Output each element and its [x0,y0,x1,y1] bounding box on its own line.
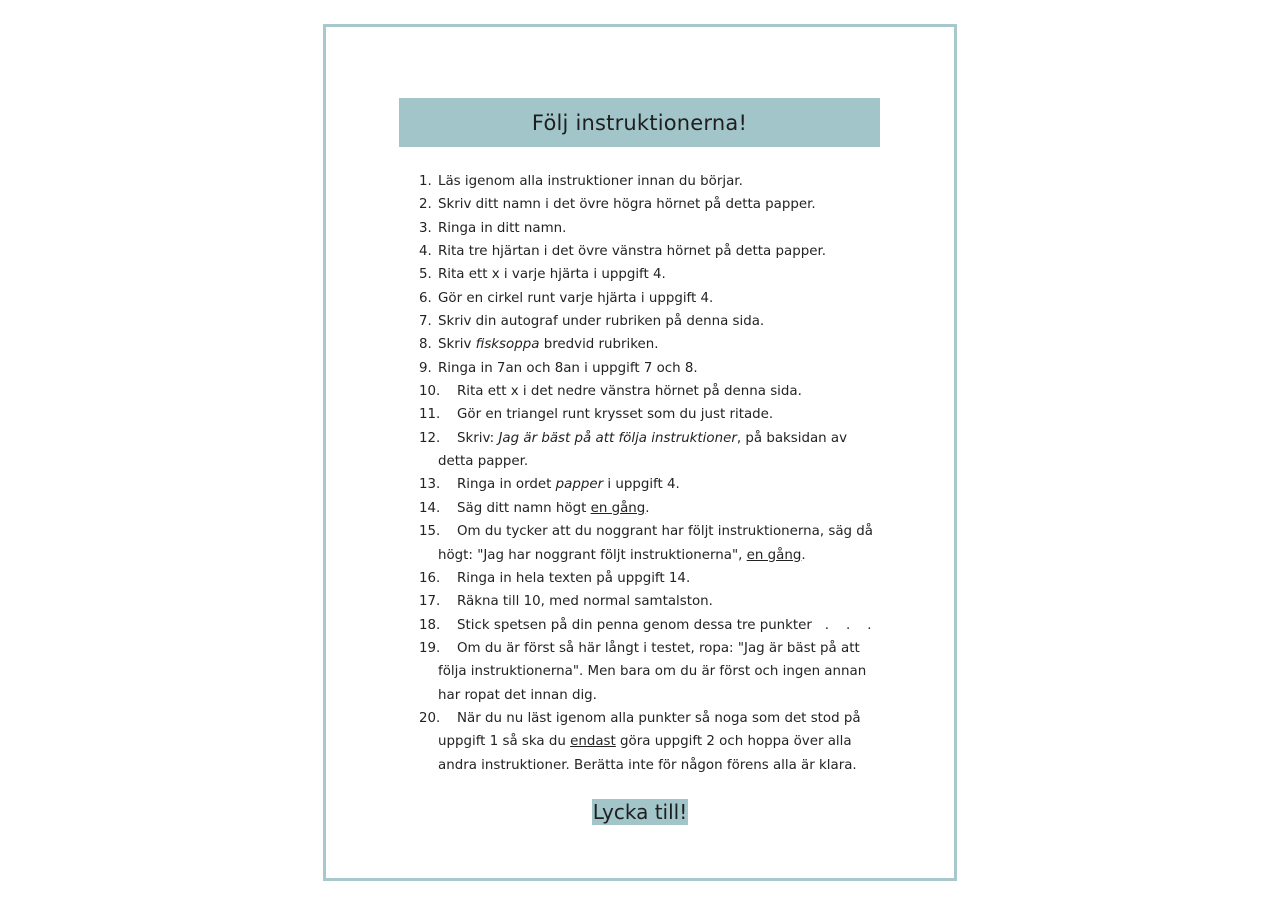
instruction-number: 14. [419,500,441,516]
instruction-text: , på baksidan av detta papper. [438,430,848,470]
instruction-text: . [645,500,650,516]
instruction-text: Ringa in ditt namn. [438,220,567,236]
instruction-text: . . . [811,617,872,633]
title-banner [399,98,880,147]
instruction-item [416,567,886,590]
instruction-text: Om du tycker att du noggrant har följt instruktionerna, säg då högt: "Jag har noggrant följt instruktionerna", [438,524,873,563]
instruction-text: . [801,547,806,563]
instruction-text: Om du är först så här långt i testet, ropa: "Jag är bäst på att följa instruktionerna". Men bara om du är först och ingen annan har ropat det innan dig. [438,640,867,703]
footer-wrap [326,799,954,825]
instruction-text: Gör en triangel runt krysset som du just ritade. [457,407,774,423]
instruction-list [416,170,886,777]
instruction-text: papper [555,477,604,493]
instruction-item [416,380,886,403]
instruction-text: Ringa in hela texten på uppgift 14. [457,570,691,586]
instruction-number: 8. [419,337,432,353]
instruction-number: 13. [419,477,441,493]
instruction-text: Räkna till 10, med normal samtalston. [457,594,713,610]
instruction-item [416,637,886,707]
instruction-number: 20. [419,710,441,726]
instruction-item [416,614,886,637]
instruction-text: Skriv: [457,430,499,446]
instruction-text: Ringa in 7an och 8an i uppgift 7 och 8. [438,360,698,376]
instruction-number: 5. [419,267,432,283]
instruction-item [416,473,886,496]
instruction-text: Skriv din autograf under rubriken på denna sida. [438,314,765,330]
instruction-text: Gör en cirkel runt varje hjärta i uppgift 4. [438,290,714,306]
instruction-text: Rita ett x i det nedre vänstra hörnet på denna sida. [457,384,802,400]
footer-text: Lycka till! [592,800,688,824]
instruction-number: 11. [419,407,441,423]
instruction-text: När du nu läst igenom alla punkter så noga som det stod på uppgift 1 så ska du [438,710,861,750]
instruction-text: Läs igenom alla instruktioner innan du börjar. [438,174,743,189]
instruction-number: 7. [419,314,432,330]
instruction-text: fisksoppa [475,337,540,353]
instruction-item [416,310,886,333]
instruction-item [416,263,886,286]
instruction-text: Ringa in ordet [457,477,556,493]
instruction-text: Säg ditt namn högt [457,500,591,516]
instruction-number: 9. [419,360,432,376]
instruction-item [416,217,886,240]
instruction-number: 17. [419,594,441,610]
instruction-item [416,497,886,520]
instruction-number: 19. [419,640,441,656]
instruction-number: 12. [419,430,441,446]
instruction-text: i uppgift 4. [603,477,680,493]
page-title: Följ instruktionerna! [531,110,748,135]
instruction-text: Skriv [438,337,476,353]
instruction-item [416,240,886,263]
instruction-number: 4. [419,244,432,260]
document-page [323,24,957,881]
instruction-item [416,333,886,356]
instruction-text: en gång [746,547,802,563]
instruction-item [416,427,886,474]
instruction-item [416,520,886,567]
instruction-item [416,403,886,426]
instruction-number: 6. [419,290,432,306]
instruction-item [416,170,886,193]
instruction-item [416,287,886,310]
instruction-text: endast [570,734,616,750]
instruction-text: göra uppgift 2 och hoppa över alla andra instruktioner. Berätta inte för någon förens alla är klara. [438,734,857,773]
instruction-text: Rita tre hjärtan i det övre vänstra hörnet på detta papper. [438,244,826,260]
instruction-number: 18. [419,617,441,633]
instruction-text: en gång [590,500,646,516]
instruction-number: 1. [419,174,432,189]
instruction-text: Rita ett x i varje hjärta i uppgift 4. [438,267,666,283]
instruction-number: 16. [419,570,441,586]
instruction-text: Stick spetsen på din penna genom dessa tre punkter [457,617,812,633]
instruction-item [416,590,886,613]
instruction-number: 10. [419,384,441,400]
instruction-item [416,193,886,216]
instruction-text: Skriv ditt namn i det övre högra hörnet på detta papper. [438,197,816,213]
instruction-item [416,357,886,380]
instruction-text: Jag är bäst på att följa instruktioner [498,430,737,446]
instruction-item [416,707,886,777]
instruction-number: 15. [419,524,441,540]
instruction-number: 2. [419,197,432,213]
instruction-number: 3. [419,220,432,236]
instruction-text: bredvid rubriken. [539,337,659,353]
